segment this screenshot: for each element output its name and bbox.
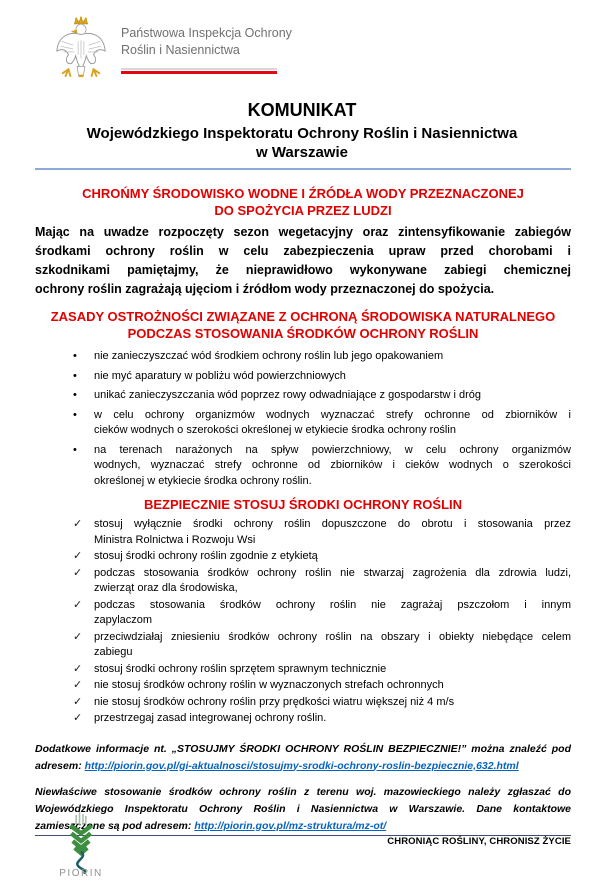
- list-item: [35, 678, 571, 694]
- intro-line: środkami ochrony roślin w celu zabezpieczenia upraw przed chorobami i: [35, 244, 571, 258]
- intro-line: Mając na uwadze rozpoczęty sezon wegetacyjny oraz zintensyfikowanie zabiegów: [35, 225, 571, 239]
- list-item: [35, 388, 571, 404]
- list-item-text: zabiegu: [94, 646, 133, 658]
- check-icon: ✓: [73, 662, 83, 675]
- info-link[interactable]: http://piorin.gov.pl/gi-aktualnosci/stosujmy-srodki-ochrony-roslin-bezpiecznie,632.html: [84, 759, 519, 772]
- wheat-icon: [52, 812, 110, 874]
- info-link-prefix: adresem:: [35, 759, 85, 772]
- list-item-text: zapylaczom: [94, 614, 153, 626]
- check-icon: ✓: [73, 566, 83, 579]
- check-icon: ✓: [73, 518, 83, 530]
- piorin-label: PIORIN: [59, 868, 103, 879]
- list-item-text: przeciwdziałaj zniesieniu środków ochrony roślin na obszary i obiekty niebędące celem: [94, 630, 571, 643]
- bullet-icon: •: [73, 369, 77, 382]
- brand-rule-red: [121, 71, 277, 74]
- subtitle-line1: Wojewódzkiego Inspektoratu Ochrony Roślin i Nasiennictwa: [86, 125, 518, 142]
- list-item: [35, 598, 571, 629]
- list-item-text: stosuj środki ochrony roślin sprzętem sprawnym technicznie: [94, 662, 387, 675]
- heading-rules-line2: PODCZAS STOSOWANIA ŚRODKÓW OCHRONY ROŚLIN: [127, 326, 479, 341]
- brand-rule-gray: [121, 68, 277, 70]
- document-body: [0, 185, 604, 836]
- list-item-text: unikać zanieczyszczania wód poprzez rowy odwadniające z gospodarstw i dróg: [94, 389, 482, 401]
- check-icon: ✓: [73, 695, 83, 708]
- info-link-row: [35, 758, 571, 775]
- list-item: [35, 349, 571, 365]
- footer-slogan: CHRONIĄC ROŚLINY, CHRONISZ ŻYCIE: [387, 836, 571, 847]
- list-item-text: cieków wodnych o szerokości określonej w etykiecie środka ochrony roślin: [94, 424, 456, 436]
- list-item: [35, 369, 571, 385]
- bullet-icon: •: [73, 408, 77, 421]
- info-line1: Dodatkowe informacje nt. „STOSUJMY ŚRODKI OCHRONY ROŚLIN BEZPIECZNIE!” można znaleźć pod: [35, 742, 571, 755]
- list-item-text: nie stosuj środków ochrony roślin przy prędkości wiatru większej niż 4 m/s: [94, 695, 455, 708]
- bullet-icon: •: [73, 350, 77, 362]
- page-title: KOMUNIKAT: [247, 100, 357, 120]
- list-item-text: w celu ochrony organizmów wodnych wyznaczać strefy ochronne od zbiorników i: [94, 408, 571, 421]
- org-name-line1: Państwowa Inspekcja Ochrony: [121, 26, 292, 40]
- list-item-text: stosuj środki ochrony roślin zgodnie z etykietą: [94, 550, 318, 562]
- org-name-line2: Roślin i Nasiennictwa: [121, 43, 240, 57]
- intro-line: szkodnikami pamiętajmy, że nieprawidłowo wykonywane zabiegi chemicznej: [35, 263, 571, 277]
- bullet-list: [35, 349, 571, 489]
- title-divider: [35, 168, 571, 170]
- intro-paragraph: [35, 223, 571, 299]
- list-item: [35, 630, 571, 661]
- list-item-text: wodnych, wyznaczać strefy ochronne od zbiorników i cieków wodnych o szerokości: [94, 459, 571, 471]
- list-item: [35, 408, 571, 439]
- check-icon: ✓: [73, 598, 83, 611]
- list-item-text: stosuj wyłącznie środki ochrony roślin dopuszczone do obrotu i stosowania przez: [94, 518, 571, 530]
- info-paragraph: [35, 741, 571, 775]
- check-icon: ✓: [73, 550, 83, 562]
- check-icon: ✓: [73, 630, 83, 643]
- heading-water-line1: CHROŃMY ŚRODOWISKO WODNE I ŹRÓDŁA WODY PRZEZNACZONEJ: [82, 186, 524, 201]
- list-item-text: określonej w etykiecie środka ochrony roślin.: [94, 474, 312, 487]
- brand-rules: [121, 68, 277, 74]
- polish-eagle-icon: [54, 16, 108, 84]
- check-list: [35, 517, 571, 727]
- list-item-text: Ministra Rolnictwa i Rozwoju Wsi: [94, 533, 256, 546]
- subtitle-line2: w Warszawie: [256, 144, 348, 161]
- heading-water-line2: DO SPOŻYCIA PRZEZ LUDZI: [214, 203, 392, 218]
- list-item-text: podczas stosowania środków ochrony roślin nie zagrażaj pszczołom i innym: [94, 598, 571, 611]
- report-line2: Wojewódzkiego Inspektoratu Ochrony Roślin i Nasiennictwa w Warszawie. Dane kontaktowe: [35, 802, 571, 815]
- list-item-text: przestrzegaj zasad integrowanej ochrony roślin.: [94, 712, 327, 724]
- check-icon: ✓: [73, 679, 83, 691]
- heading-rules-line1: ZASADY OSTROŻNOŚCI ZWIĄZANE Z OCHRONĄ ŚRODOWISKA NATURALNEGO: [50, 309, 556, 324]
- list-item-text: nie zanieczyszczać wód środkiem ochrony roślin lub jego opakowaniem: [94, 350, 444, 362]
- list-item-text: zwierząt oraz dla środowiska,: [94, 582, 238, 594]
- report-line1: Niewłaściwe stosowanie środków ochrony roślin z terenu woj. mazowieckiego należy zgłaszać do: [35, 785, 571, 798]
- list-item: [35, 566, 571, 597]
- org-block: [121, 16, 292, 74]
- list-item: [35, 517, 571, 548]
- page-subtitle: [0, 124, 604, 162]
- report-link-prefix: zamieszczone są pod adresem:: [35, 819, 195, 832]
- list-item-text: na terenach narażonych na spływ powierzchniowy, w celu ochrony organizmów: [94, 443, 571, 456]
- list-item: [35, 711, 571, 727]
- list-item-text: nie stosuj środków ochrony roślin w wyznaczonych strefach ochronnych: [94, 679, 444, 691]
- check-icon: ✓: [73, 712, 83, 724]
- section-heading-rules: [35, 308, 571, 342]
- section-heading-water: [35, 185, 571, 219]
- underline-filler: [386, 818, 571, 835]
- header: [0, 0, 604, 90]
- list-item: [35, 662, 571, 678]
- list-item: [35, 695, 571, 711]
- list-item: [35, 443, 571, 490]
- bullet-icon: •: [73, 389, 77, 401]
- section-heading-safe: BEZPIECZNIE STOSUJ ŚRODKI OCHRONY ROŚLIN: [143, 497, 463, 512]
- list-item: [35, 549, 571, 565]
- list-item-text: nie myć aparatury w pobliżu wód powierzchniowych: [94, 369, 346, 382]
- list-item-text: podczas stosowania środków ochrony roślin nie stwarzaj zagrożenia dla zdrowia ludzi,: [94, 566, 571, 579]
- piorin-logo: [44, 812, 118, 879]
- bullet-icon: •: [73, 443, 77, 456]
- report-link[interactable]: http://piorin.gov.pl/mz-struktura/mz-ot/: [194, 819, 387, 832]
- intro-line: ochrony roślin zagrażają ujęciom i źródłom wody przeznaczonej do spożycia.: [35, 282, 495, 296]
